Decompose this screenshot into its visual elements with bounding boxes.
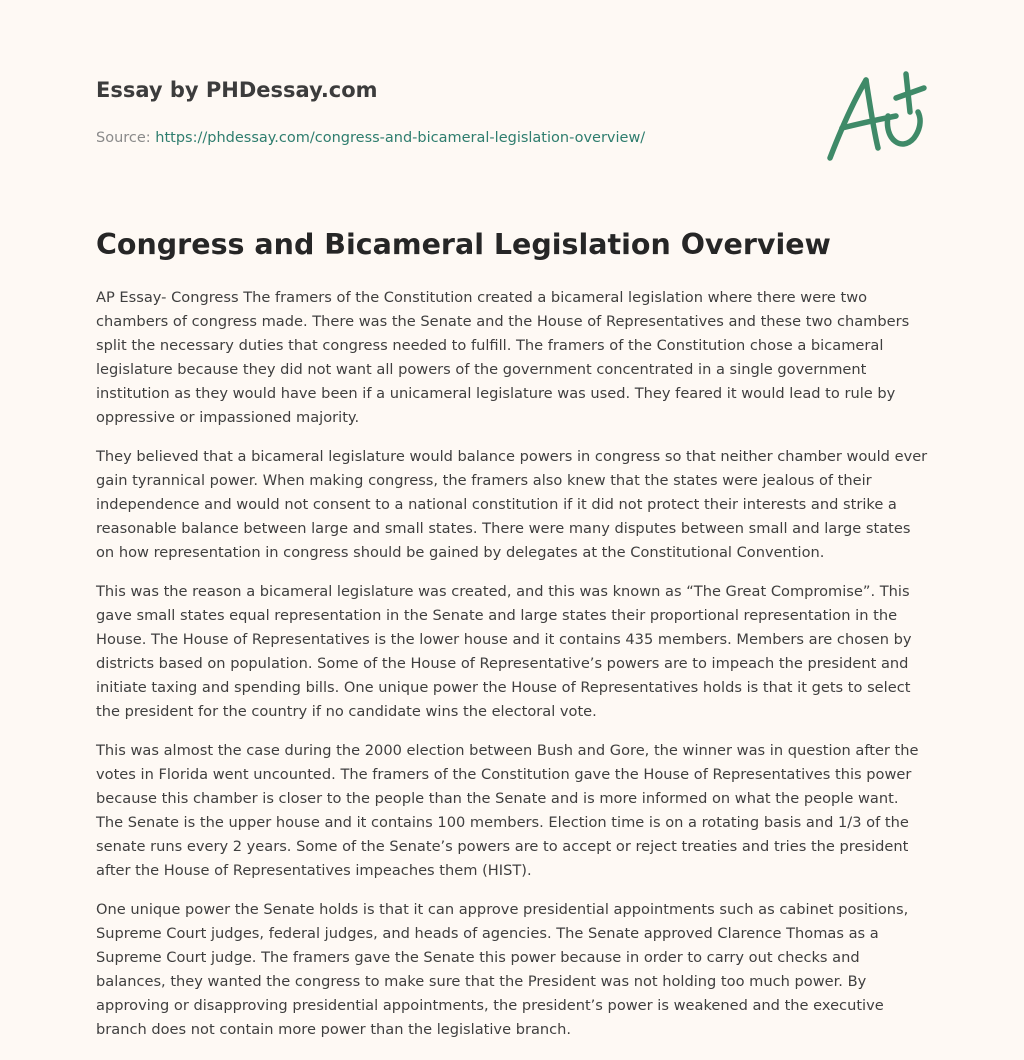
paragraph: This was the reason a bicameral legislature was created, and this was known as “The Great Compromise”. This gave small states equal representation in the Senate and large states their proportional representation in the House. The House of Representatives is the lower house and it contains 435 members. Members are chosen by districts based on population. Some of the House of Representative’s powers are to impeach the president and initiate taxing and spending bills. One unique power the House of Representatives holds is that it gets to select the president for the country if no candidate wins the electoral vote.	[96, 583, 912, 720]
paragraph: They believed that a bicameral legislature would balance powers in congress so that neither chamber would ever gain tyrannical power. When making congress, the framers also knew that the states were jealous of their independence and would not consent to a national constitution if it did not protect their interests and strike a reasonable balance between large and small states. There were many disputes between small and large states on how representation in congress should be gained by delegates at the Constitutional Convention.	[96, 448, 928, 561]
paragraph: This was almost the case during the 2000 election between Bush and Gore, the winner was in question after the votes in Florida went uncounted. The framers of the Constitution gave the House of Representatives this power because this chamber is closer to the people than the Senate and is more informed on what the people want. The Senate is the upper house and it contains 100 members. Election time is on a rotating basis and 1/3 of the senate runs every 2 years. Some of the Senate’s powers are to accept or reject treaties and tries the president after the House of Representatives impeaches them (HIST).	[96, 742, 919, 879]
paragraph: AP Essay- Congress The framers of the Constitution created a bicameral legislation where there were two chambers of congress made. There was the Senate and the House of Representatives and these two chambers split the necessary duties that congress needed to fulfill. The framers of the Constitution chose a bicameral legislature because they did not want all powers of the government concentrated in a single government institution as they would have been if a unicameral legislature was used. They feared it would lead to rule by oppressive or impassioned majority.	[96, 289, 910, 426]
article-title: Congress and Bicameral Legislation Overview	[96, 228, 831, 261]
a-plus-grade-icon	[818, 66, 930, 166]
article-body	[96, 286, 928, 1057]
site-brand: Essay by PHDessay.com	[96, 78, 378, 102]
page-header	[96, 76, 816, 148]
paragraph: One unique power the Senate holds is that it can approve presidential appointments such as cabinet positions, Supreme Court judges, federal judges, and heads of agencies. The Senate approved Clarence Thomas as a Supreme Court judge. The framers gave the Senate this power because in order to carry out checks and balances, they wanted the congress to make sure that the President was not holding too much power. By approving or disapproving presidential appointments, the president’s power is weakened and the executive branch does not contain more power than the legislative branch.	[96, 901, 909, 1038]
source-line	[96, 128, 816, 148]
source-label: Source:	[96, 130, 156, 146]
source-link[interactable]: https://phdessay.com/congress-and-bicameral-legislation-overview/	[155, 130, 646, 146]
